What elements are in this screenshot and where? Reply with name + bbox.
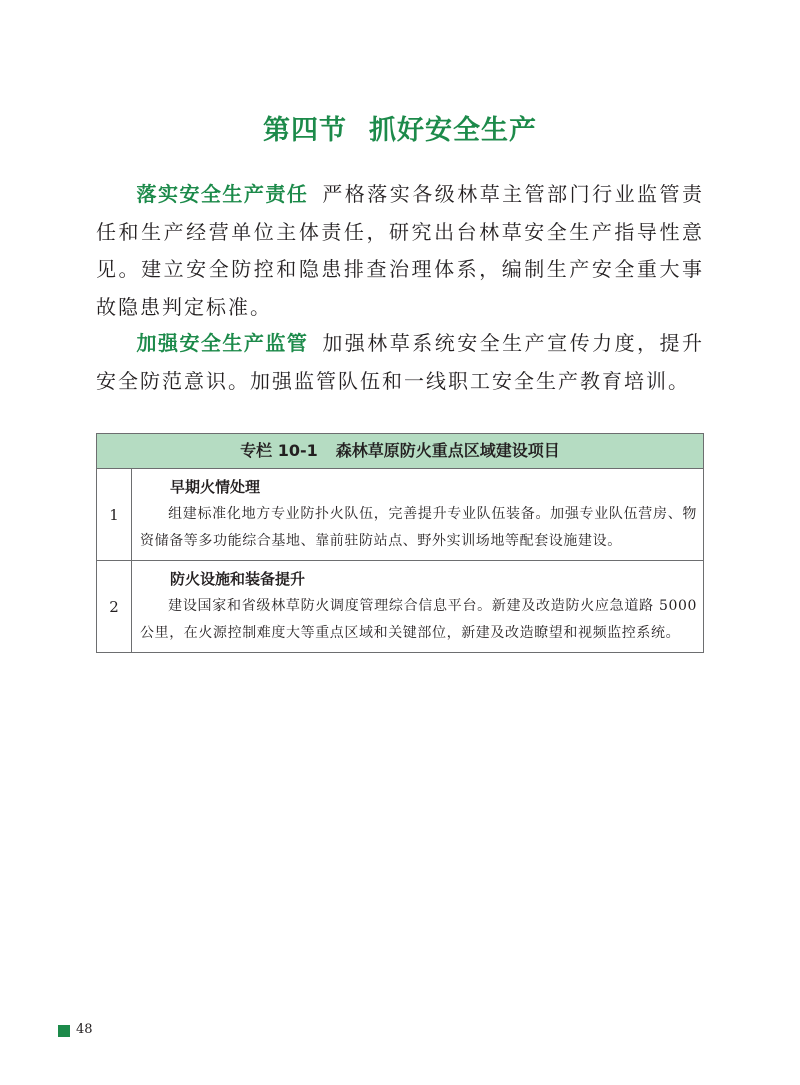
row-text (140, 501, 697, 554)
table-row (97, 560, 703, 652)
row-text-content: 建设国家和省级林草防火调度管理综合信息平台。新建及改造防火应急道路 5000 公里，在火源控制难度大等重点区域和关键部位，新建及改造瞭望和视频监控系统。 (140, 598, 697, 641)
row-title: 早期火情处理 (170, 478, 261, 496)
project-box (96, 433, 704, 653)
page-number: 48 (76, 1022, 93, 1037)
box-label: 专栏 10-1 (240, 441, 318, 460)
box-header (97, 434, 703, 469)
paragraph-safety-supervision (96, 325, 704, 400)
row-number: 2 (97, 561, 132, 652)
paragraph-text: 严格落实各级林草主管部门行业监管责任和生产经营单位主体责任，研究出台林草安全生产指导性意见。建立安全防控和隐患排查治理体系，编制生产安全重大事故隐患判定标准。 (96, 182, 705, 319)
section-title (0, 108, 800, 147)
row-text (140, 593, 697, 646)
paragraph-lead: 加强安全生产监管 (136, 331, 309, 355)
page-marker (58, 1025, 70, 1037)
box-title: 森林草原防火重点区域建设项目 (335, 441, 560, 460)
section-heading: 抓好安全生产 (369, 115, 537, 146)
row-text-content: 组建标准化地方专业防扑火队伍，完善提升专业队伍装备。加强专业队伍营房、物资储备等多功能综合基地、靠前驻防站点、野外实训场地等配套设施建设。 (140, 506, 697, 549)
paragraph-safety-responsibility (96, 176, 704, 326)
table-row (97, 469, 703, 560)
section-number: 第四节 (263, 115, 347, 146)
row-body (132, 469, 703, 560)
row-title: 防火设施和装备提升 (170, 570, 306, 588)
paragraph-lead: 落实安全生产责任 (136, 182, 309, 206)
row-body (132, 561, 703, 652)
paragraph-text: 加强林草系统安全生产宣传力度，提升安全防范意识。加强监管队伍和一线职工安全生产教育培训。 (96, 331, 705, 393)
row-number: 1 (97, 469, 132, 560)
